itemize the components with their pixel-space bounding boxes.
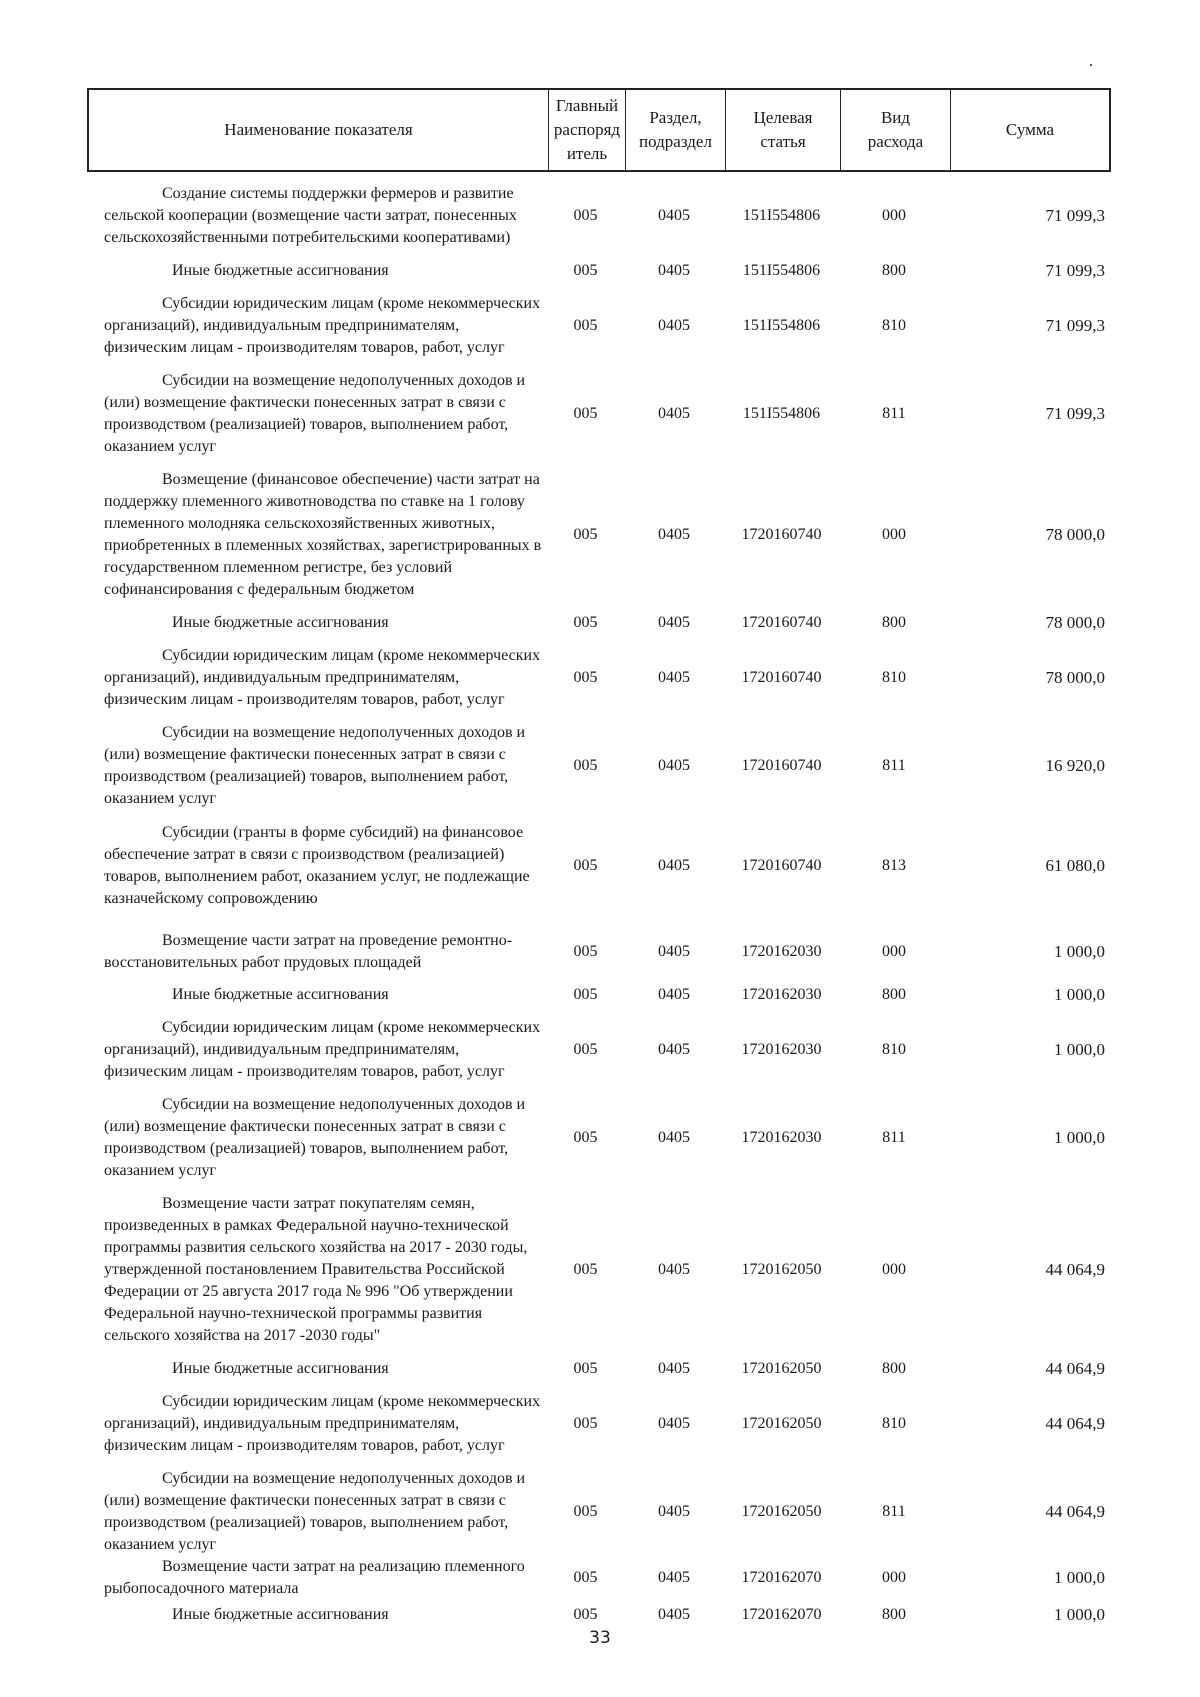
row-name: Иные бюджетные ассигнования	[172, 1360, 389, 1377]
row-expense-type: 813	[882, 857, 906, 874]
row-section: 0405	[658, 1606, 690, 1623]
row-sum: 1 000,0	[1054, 1605, 1105, 1624]
row-main-manager: 005	[573, 526, 598, 543]
table-row	[87, 1380, 1111, 1468]
row-sum: 16 920,0	[1045, 756, 1105, 775]
row-section: 0405	[658, 317, 690, 334]
row-expense-type: 000	[882, 207, 906, 224]
table-row	[87, 282, 1111, 370]
row-target-article: 1720162050	[741, 1415, 822, 1432]
row-expense-type: 000	[882, 1261, 906, 1278]
row-name: Возмещение части затрат покупателям семян, произведенных в рамках Федеральной научно-технической программы развития сельского хозяйства на 2017 - 2030 годы, утвержденной постановлением Правительства Российской Федерации от 25 августа 2017 года № 996 "Об утверждении Федеральной научно-технической программы развития сельского хозяйства на 2017 -2030 годы"	[104, 1195, 528, 1344]
row-section: 0405	[658, 943, 690, 960]
row-section: 0405	[658, 262, 690, 279]
row-target-article: 151I554806	[742, 207, 821, 224]
header-sum: Сумма	[1005, 120, 1055, 139]
row-section: 0405	[658, 614, 690, 631]
table-row	[87, 172, 1111, 260]
header-main-manager: Главный распоряд итель	[549, 90, 626, 170]
row-section: 0405	[658, 986, 690, 1003]
row-name: Иные бюджетные ассигнования	[172, 986, 389, 1003]
header-section: Раздел, подраздел	[626, 90, 726, 170]
row-target-article: 151I554806	[742, 262, 821, 279]
scan-speck	[1090, 64, 1092, 66]
row-target-article: 151I554806	[742, 405, 821, 422]
row-expense-type: 811	[882, 1503, 906, 1520]
row-expense-type: 800	[882, 614, 906, 631]
row-main-manager: 005	[573, 1415, 598, 1432]
row-main-manager: 005	[573, 405, 598, 422]
table-row	[87, 1556, 1111, 1600]
row-name: Субсидии на возмещение недополученных доходов и (или) возмещение фактически понесенных затрат в связи с производством (реализацией) товаров, выполнением работ, оказанием услуг	[104, 1470, 526, 1553]
table-row	[87, 1182, 1111, 1358]
row-target-article: 1720162050	[741, 1360, 822, 1377]
row-section: 0405	[658, 1129, 690, 1146]
row-expense-type: 000	[882, 1569, 906, 1586]
row-target-article: 1720160740	[741, 857, 822, 874]
row-sum: 71 099,3	[1045, 206, 1105, 225]
row-name: Иные бюджетные ассигнования	[172, 614, 389, 631]
row-expense-type: 810	[882, 1415, 906, 1432]
row-section: 0405	[658, 1261, 690, 1278]
table-row	[87, 1358, 1111, 1380]
row-target-article: 1720162050	[741, 1261, 822, 1278]
row-main-manager: 005	[573, 1041, 598, 1058]
row-name: Субсидии юридическим лицам (кроме некоммерческих организаций), индивидуальным предпринимателям, физическим лицам - производителям товаров, работ, услуг	[104, 1393, 541, 1454]
row-target-article: 1720162030	[741, 943, 822, 960]
table-row	[87, 812, 1111, 920]
header-name: Наименование показателя	[89, 90, 549, 170]
row-sum: 1 000,0	[1054, 985, 1105, 1004]
row-sum: 78 000,0	[1045, 613, 1105, 632]
row-name: Создание системы поддержки фермеров и развитие сельской кооперации (возмещение части затрат, понесенных сельскохозяйственными потребительскими кооперативами)	[104, 185, 517, 246]
row-main-manager: 005	[573, 1360, 598, 1377]
row-name: Возмещение (финансовое обеспечение) части затрат на поддержку племенного животноводства по ставке на 1 голову племенного молодняка сельскохозяйственных животных, приобретенных в племенных хозяйствах, зарегистрированных в государственном племенном регистре, без условий софинансирования с федеральным бюджетом	[104, 471, 542, 598]
row-sum: 78 000,0	[1045, 668, 1105, 687]
row-name: Иные бюджетные ассигнования	[172, 1606, 389, 1623]
row-sum: 78 000,0	[1045, 525, 1105, 544]
row-expense-type: 811	[882, 1129, 906, 1146]
row-sum: 1 000,0	[1054, 942, 1105, 961]
row-target-article: 1720162070	[741, 1569, 822, 1586]
row-section: 0405	[658, 857, 690, 874]
row-section: 0405	[658, 1415, 690, 1432]
table-row	[87, 370, 1111, 458]
table-header	[87, 88, 1111, 172]
row-target-article: 1720160740	[741, 614, 822, 631]
row-section: 0405	[658, 1041, 690, 1058]
table-row	[87, 722, 1111, 810]
row-main-manager: 005	[573, 262, 598, 279]
row-target-article: 1720162070	[741, 1606, 822, 1623]
table-row	[87, 634, 1111, 722]
row-expense-type: 810	[882, 1041, 906, 1058]
row-section: 0405	[658, 757, 690, 774]
row-name: Субсидии на возмещение недополученных доходов и (или) возмещение фактически понесенных затрат в связи с производством (реализацией) товаров, выполнением работ, оказанием услуг	[104, 1096, 526, 1179]
table-row	[87, 612, 1111, 634]
row-target-article: 1720162030	[741, 1129, 822, 1146]
row-target-article: 1720162030	[741, 1041, 822, 1058]
row-main-manager: 005	[573, 207, 598, 224]
row-target-article: 1720160740	[741, 669, 822, 686]
row-name: Иные бюджетные ассигнования	[172, 262, 389, 279]
row-expense-type: 000	[882, 526, 906, 543]
row-main-manager: 005	[573, 1606, 598, 1623]
row-section: 0405	[658, 405, 690, 422]
row-target-article: 1720160740	[741, 757, 822, 774]
row-expense-type: 000	[882, 943, 906, 960]
row-section: 0405	[658, 1360, 690, 1377]
row-expense-type: 800	[882, 1606, 906, 1623]
row-main-manager: 005	[573, 857, 598, 874]
row-name: Субсидии (гранты в форме субсидий) на финансовое обеспечение затрат в связи с производством (реализацией) товаров, выполнением работ, оказанием услуг, не подлежащие казначейскому сопровождению	[104, 824, 530, 907]
row-main-manager: 005	[573, 1129, 598, 1146]
page-number: 33	[589, 1628, 611, 1648]
table-row	[87, 1006, 1111, 1094]
row-section: 0405	[658, 669, 690, 686]
row-target-article: 1720162050	[741, 1503, 822, 1520]
table-row	[87, 458, 1111, 612]
row-name: Субсидии юридическим лицам (кроме некоммерческих организаций), индивидуальным предпринимателям, физическим лицам - производителям товаров, работ, услуг	[104, 295, 541, 356]
row-sum: 71 099,3	[1045, 316, 1105, 335]
row-sum: 1 000,0	[1054, 1128, 1105, 1147]
row-section: 0405	[658, 526, 690, 543]
row-sum: 61 080,0	[1045, 856, 1105, 875]
row-expense-type: 811	[882, 405, 906, 422]
row-main-manager: 005	[573, 943, 598, 960]
row-name: Субсидии на возмещение недополученных доходов и (или) возмещение фактически понесенных затрат в связи с производством (реализацией) товаров, выполнением работ, оказанием услуг	[104, 372, 526, 455]
row-name: Субсидии на возмещение недополученных доходов и (или) возмещение фактически понесенных затрат в связи с производством (реализацией) товаров, выполнением работ, оказанием услуг	[104, 724, 526, 807]
row-section: 0405	[658, 1569, 690, 1586]
header-target-article: Целевая статья	[726, 90, 841, 170]
row-name: Субсидии юридическим лицам (кроме некоммерческих организаций), индивидуальным предпринимателям, физическим лицам - производителям товаров, работ, услуг	[104, 1019, 541, 1080]
row-expense-type: 810	[882, 669, 906, 686]
row-main-manager: 005	[573, 669, 598, 686]
table-row	[87, 1468, 1111, 1556]
table-row	[87, 920, 1111, 984]
row-expense-type: 800	[882, 1360, 906, 1377]
row-sum: 44 064,9	[1045, 1502, 1105, 1521]
row-expense-type: 810	[882, 317, 906, 334]
row-target-article: 151I554806	[742, 317, 821, 334]
row-section: 0405	[658, 1503, 690, 1520]
header-expense-type: Вид расхода	[841, 90, 951, 170]
table-row	[87, 260, 1111, 282]
row-expense-type: 800	[882, 986, 906, 1003]
row-name: Субсидии юридическим лицам (кроме некоммерческих организаций), индивидуальным предпринимателям, физическим лицам - производителям товаров, работ, услуг	[104, 647, 541, 708]
row-expense-type: 800	[882, 262, 906, 279]
row-target-article: 1720160740	[741, 526, 822, 543]
row-main-manager: 005	[573, 614, 598, 631]
row-main-manager: 005	[573, 1261, 598, 1278]
table-row	[87, 1094, 1111, 1182]
row-sum: 71 099,3	[1045, 261, 1105, 280]
table-row	[87, 1600, 1111, 1630]
row-section: 0405	[658, 207, 690, 224]
row-expense-type: 811	[882, 757, 906, 774]
row-main-manager: 005	[573, 317, 598, 334]
row-sum: 1 000,0	[1054, 1568, 1105, 1587]
row-sum: 44 064,9	[1045, 1260, 1105, 1279]
row-name: Возмещение части затрат на проведение ремонтно-восстановительных работ прудовых площадей	[104, 932, 513, 971]
row-sum: 71 099,3	[1045, 404, 1105, 423]
row-sum: 1 000,0	[1054, 1040, 1105, 1059]
row-main-manager: 005	[573, 757, 598, 774]
row-main-manager: 005	[573, 1503, 598, 1520]
row-target-article: 1720162030	[741, 986, 822, 1003]
row-main-manager: 005	[573, 1569, 598, 1586]
row-main-manager: 005	[573, 986, 598, 1003]
row-name: Возмещение части затрат на реализацию племенного рыбопосадочного материала	[104, 1558, 525, 1597]
row-sum: 44 064,9	[1045, 1414, 1105, 1433]
row-sum: 44 064,9	[1045, 1359, 1105, 1378]
